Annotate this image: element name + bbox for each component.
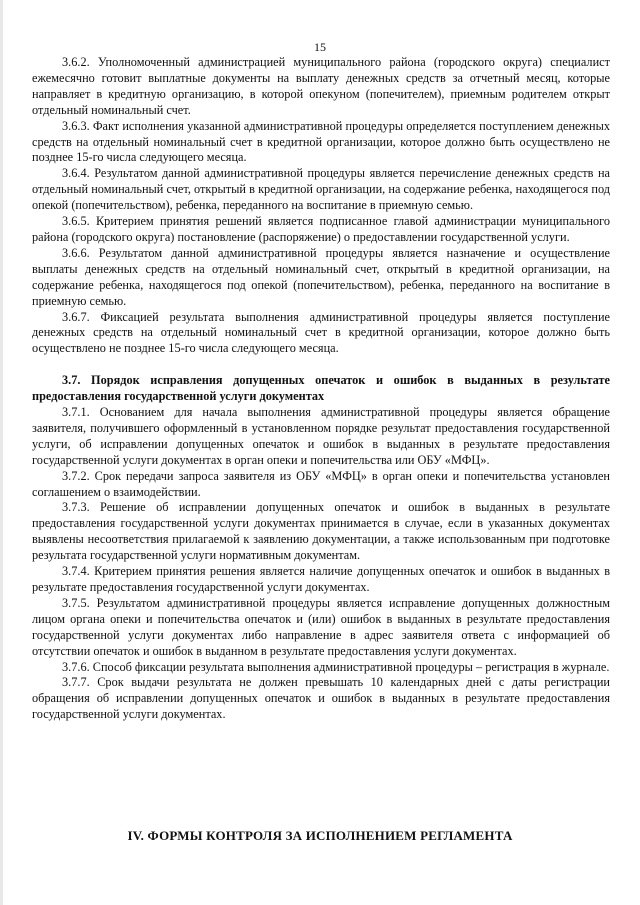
paragraph-3-6-2: 3.6.2. Уполномоченный администрацией муниципального района (городского округа) специалист ежемесячно готовит выплатные документы на выплату денежных средств за отчетный месяц, которые направляет в кредитную организацию, в которой опекуном (попечителем), приемным родителем открыт отдельный номинальный счет. <box>32 55 610 117</box>
paragraph-3-6-5: 3.6.5. Критерием принятия решений является подписанное главой администрации муниципального района (городского округа) постановление (распоряжение) о предоставлении государственной услуги. <box>32 214 610 244</box>
paragraph-3-7-2: 3.7.2. Срок передачи запроса заявителя из ОБУ «МФЦ» в орган опеки и попечительства установлен соглашением о взаимодействии. <box>32 468 610 499</box>
page-number: 15 <box>314 40 326 54</box>
paragraph-3-6-7: 3.6.7. Фиксацией результата выполнения административной процедуры является поступление денежных средств на отдельный номинальный счет в кредитной организации, которое должно быть осуществлено не позднее 15-го числа следующего месяца. <box>32 309 610 356</box>
paragraph-3-6-6: 3.6.6. Результатом данной административной процедуры является назначение и осуществление выплаты денежных средств на отдельный номинальный счет, открытый в кредитной организации, на содержание ребенка, находящегося под опекой (попечительством), ребенка, переданного на воспитание в приемную семью. <box>32 245 610 308</box>
page-edge <box>0 0 3 905</box>
paragraph-3-7-5: 3.7.5. Результатом административной процедуры является исправление допущенных должностным лицом органа опеки и попечительства опечаток и (или) ошибок в выданных в результате предоставления государственной услуги документах либо направление в адрес заявителя ответа с информацией об отсутствии опечаток и ошибок в выданном в результате предоставления услуги документах. <box>32 595 610 658</box>
paragraph-3-7-4: 3.7.4. Критерием принятия решения является наличие допущенных опечаток и ошибок в выданных в результате предоставления государственной услуги документах. <box>32 564 610 594</box>
paragraph-3-6-3: 3.6.3. Факт исполнения указанной административной процедуры определяется поступлением денежных средств на отдельный номинальный счет в кредитной организации, которое должно быть осуществлено не позднее 15-го числа следующего месяца. <box>32 118 610 165</box>
chapter-heading: IV. ФОРМЫ КОНТРОЛЯ ЗА ИСПОЛНЕНИЕМ РЕГЛАМЕНТА <box>127 828 513 843</box>
document-body <box>32 55 610 723</box>
paragraph-3-7-6: 3.7.6. Способ фиксации результата выполнения административной процедуры – регистрация в журнале. <box>62 659 610 674</box>
paragraph-3-6-4: 3.6.4. Результатом данной административной процедуры является перечисление денежных средств на отдельный номинальный счет, открытый в кредитной организации, на содержание ребенка, находящегося под опекой (попечительством), ребенка, переданного на воспитание в приемную семью. <box>32 166 610 213</box>
section-heading-3-7: 3.7. Порядок исправления допущенных опечаток и ошибок в выданных в результате предоставления государственной услуги документах <box>32 373 610 404</box>
paragraph-3-7-3: 3.7.3. Решение об исправлении допущенных опечаток и ошибок в выданных в результате предоставления государственной услуги документах принимается в случае, если в указанных документах выявлены несоответствия прилагаемой к заявлению документации, а также использованным при подготовке результата государственной услуги нормативным документам. <box>32 500 610 563</box>
paragraph-3-7-7: 3.7.7. Срок выдачи результата не должен превышать 10 календарных дней с даты регистрации обращения об исправлении допущенных опечаток и ошибок в выданных в результате предоставления государственной услуги документах. <box>32 675 610 722</box>
paragraph-3-7-1: 3.7.1. Основанием для начала выполнения административной процедуры является обращение заявителя, получившего оформленный в установленном порядке результат предоставления государственной услуги, об исправлении допущенных опечаток и ошибок в выданных в результате предоставления государственной услуги документах в орган опеки и попечительства или ОБУ «МФЦ». <box>32 405 610 467</box>
